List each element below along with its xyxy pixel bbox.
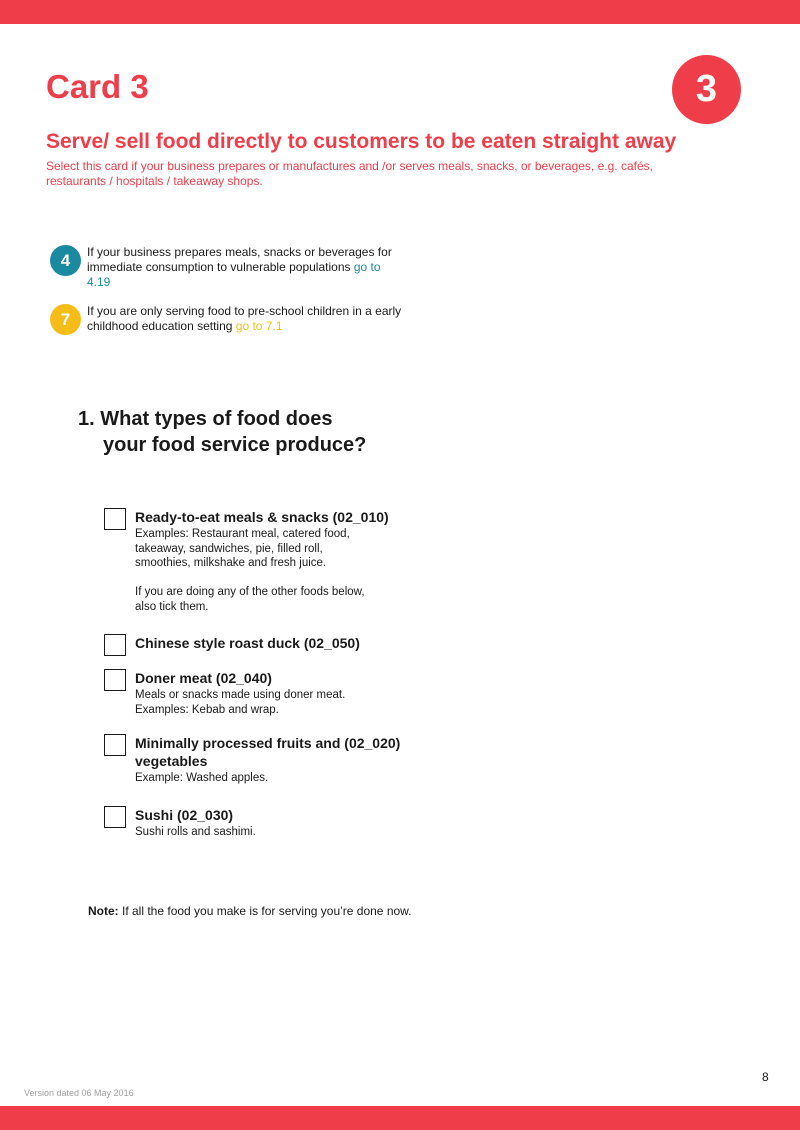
reference-link-4-19[interactable]: go to 4.19 bbox=[87, 260, 381, 289]
reference-description: If you are only serving food to pre-school children in a early childhood education setting bbox=[87, 304, 402, 333]
reference-badge-7: 7 bbox=[50, 304, 81, 335]
doner-meat-checkbox[interactable] bbox=[104, 669, 126, 691]
option-label: Ready-to-eat meals & snacks (02_010) bbox=[135, 509, 389, 525]
reference-text bbox=[87, 304, 407, 334]
version-date: Version dated 06 May 2016 bbox=[24, 1088, 134, 1098]
option-label: Sushi (02_030) bbox=[135, 807, 234, 823]
option-label: Minimally processed fruits and (02_020) vegetables bbox=[135, 735, 401, 769]
note-text: If all the food you make is for serving you’re done now. bbox=[118, 904, 412, 918]
question-line-2: your food service produce? bbox=[103, 434, 367, 456]
question-line-1: 1. What types of food does bbox=[78, 408, 333, 430]
fruits-vegetables-checkbox[interactable] bbox=[104, 734, 126, 756]
option-description: Example: Washed apples. bbox=[135, 772, 269, 784]
card-subtitle: Serve/ sell food directly to customers to be eaten straight away bbox=[46, 130, 677, 153]
note-prefix: Note: bbox=[88, 904, 119, 918]
reference-badge-4: 4 bbox=[50, 245, 81, 276]
option-description: Examples: Restaurant meal, catered food, takeaway, sandwiches, pie, filled roll, smoothies, milkshake and fresh juice. If you are doing any of the other foods below, also tick them. bbox=[135, 528, 365, 613]
card-title: Card 3 bbox=[46, 68, 149, 105]
bottom-accent-bar bbox=[0, 1106, 800, 1130]
roast-duck-checkbox[interactable] bbox=[104, 634, 126, 656]
card-intro: Select this card if your business prepares or manufactures and /or serves meals, snacks, or beverages, e.g. cafés, restaurants / hospitals / takeaway shops. bbox=[46, 159, 653, 188]
option-description: Meals or snacks made using doner meat. Examples: Kebab and wrap. bbox=[135, 689, 346, 716]
reference-text bbox=[87, 245, 407, 290]
option-label: Doner meat (02_040) bbox=[135, 670, 272, 686]
option-label: Chinese style roast duck (02_050) bbox=[135, 635, 360, 651]
reference-link-7-1[interactable]: go to 7.1 bbox=[235, 319, 283, 333]
option-description: Sushi rolls and sashimi. bbox=[135, 826, 256, 838]
reference-description: If your business prepares meals, snacks or beverages for immediate consumption to vulnerable populations bbox=[87, 245, 392, 274]
ready-to-eat-checkbox[interactable] bbox=[104, 508, 126, 530]
note bbox=[88, 904, 412, 918]
sushi-checkbox[interactable] bbox=[104, 806, 126, 828]
top-accent-bar bbox=[0, 0, 800, 24]
card-number-badge: 3 bbox=[672, 55, 741, 124]
page-number: 8 bbox=[762, 1070, 769, 1084]
question-heading bbox=[78, 406, 366, 458]
